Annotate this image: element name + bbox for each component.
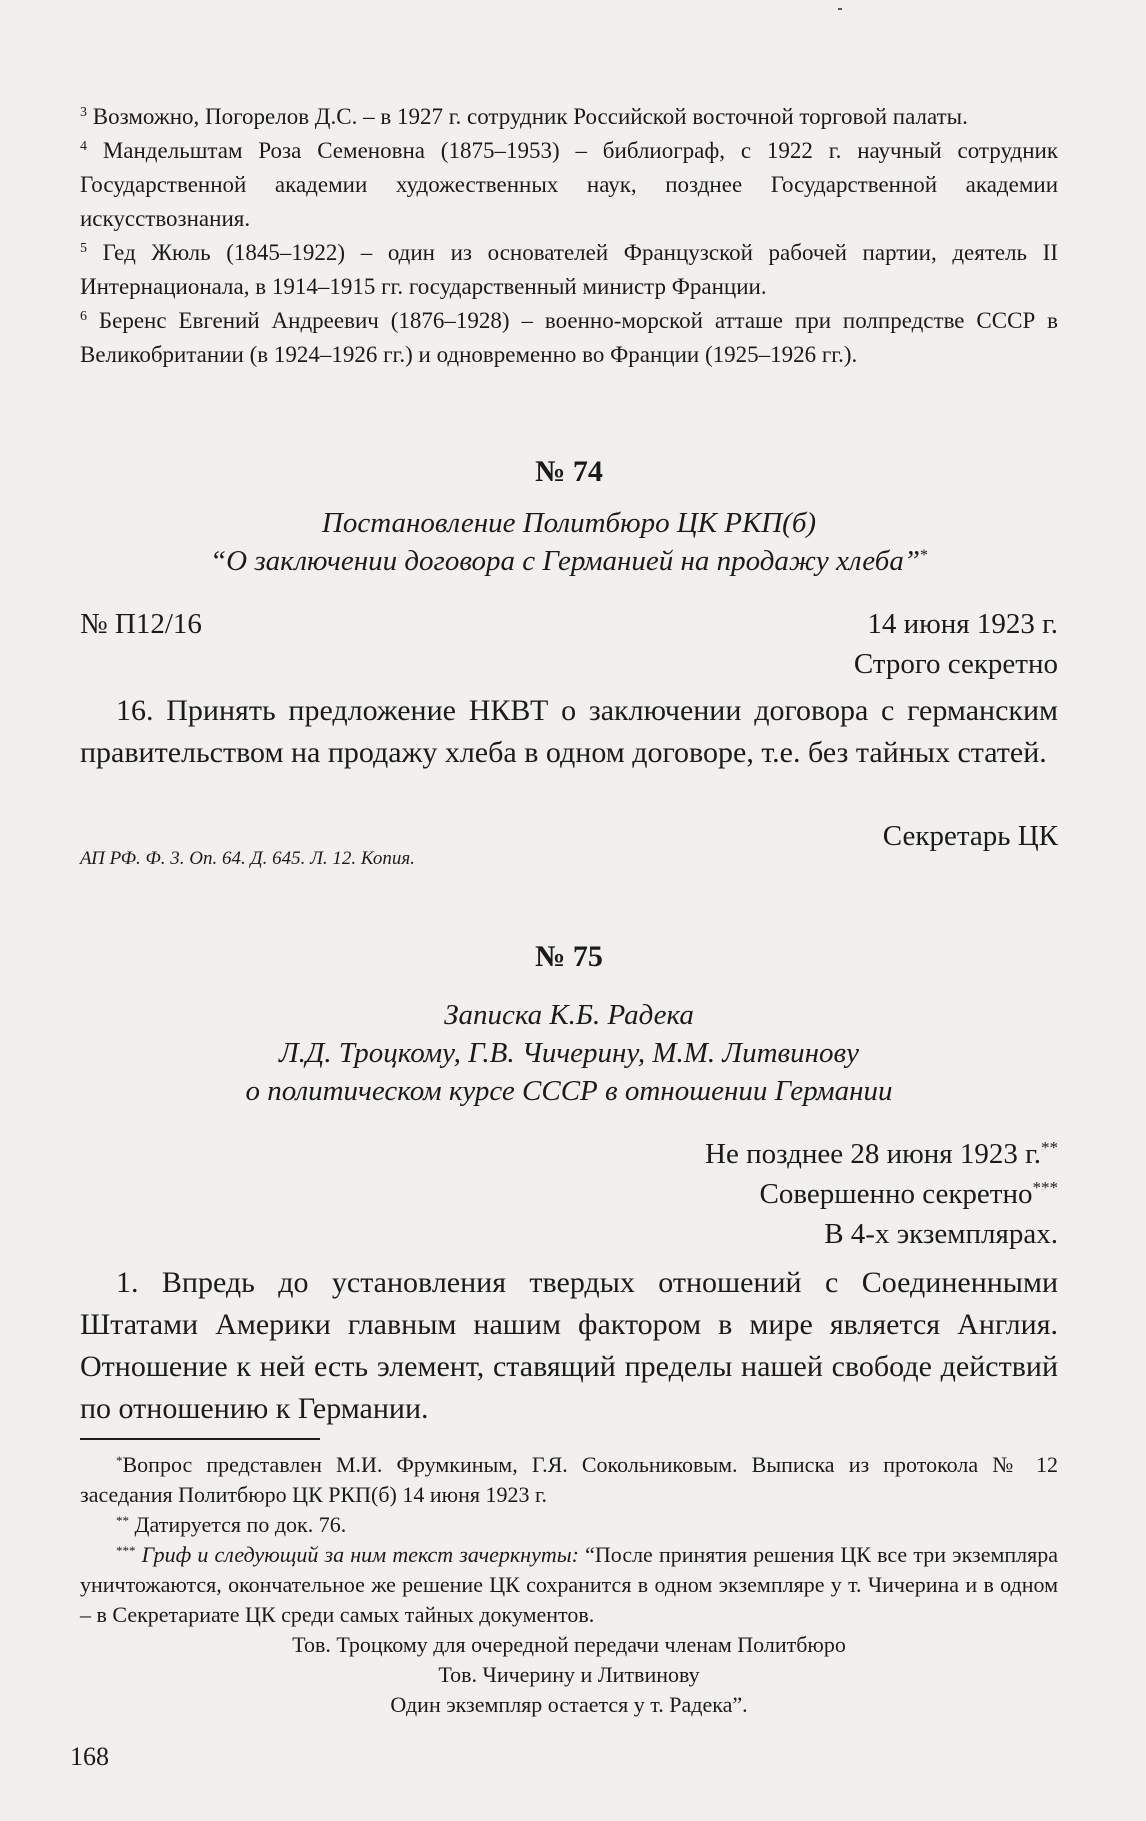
footnote-quote-line1: Тов. Троцкому для очередной передачи членам Политбюро (292, 1632, 846, 1657)
doc75-body: 1. Впредь до установления твердых отношений с Соединенными Штатами Америки главным нашим фактором в мире является Англия. Отношение к ней есть элемент, ставящий пределы нашей свободе действий по отношению к Германии. (80, 1266, 1058, 1425)
doc75-title-line1: Записка К.Б. Радека (444, 999, 694, 1031)
page-number: 168 (70, 1742, 109, 1771)
footnote-star1: *Вопрос представлен М.И. Фрумкиным, Г.Я. Сокольниковым. Выписка из протокола № 12 заседания Политбюро ЦК РКП(б) 14 июня 1923 г. (80, 1452, 1058, 1507)
doc75-number: № 75 (535, 940, 603, 973)
doc74-number: № 74 (535, 455, 603, 488)
doc74-archive-ref: АП РФ. Ф. 3. Оп. 64. Д. 645. Л. 12. Копия. (80, 848, 415, 869)
footnote-divider (80, 1438, 320, 1440)
footnotes-bottom (80, 1450, 1058, 1630)
footnote-4: $^4$ Мандельштам Роза Семеновна (1875–1953) – библиограф, с 1922 г. научный сотрудник Государственной академии художественных наук, позднее Государственной академии искусствознания. (80, 138, 1058, 231)
footnote-quote-line2: Тов. Чичерину и Литвинову (438, 1662, 700, 1687)
doc74-signature: Секретарь ЦК (882, 820, 1058, 852)
scan-speck (838, 8, 842, 10)
footnote-star2: ** Датируется по док. 76. (116, 1512, 347, 1537)
footnote-6: $^6$ Беренс Евгений Андреевич (1876–1928) – военно-морской атташе при полпредстве СССР в Великобритании (в 1924–1926 гг.) и одновременно во Франции (1925–1926 гг.). (80, 308, 1059, 367)
doc75-copies: В 4-х экземплярах. (824, 1218, 1058, 1250)
doc74-ref: № П12/16 (80, 608, 202, 640)
doc75-secrecy: Совершенно секретно*** (759, 1178, 1058, 1210)
doc74-date: 14 июня 1923 г. (867, 608, 1058, 640)
footnote-5: $^5$ Гед Жюль (1845–1922) – один из основателей Французской рабочей партии, деятель II Интернационала, в 1914–1915 гг. государственный министр Франции. (80, 240, 1058, 299)
footnote-3: $^3$ Возможно, Погорелов Д.С. – в 1927 г. сотрудник Российской восточной торговой палаты. (80, 104, 968, 129)
doc74-body: 16. Принять предложение НКВТ о заключении договора с германским правительством на продажу хлеба в одном договоре, т.е. без тайных статей. (80, 694, 1058, 769)
doc75-title-line2: Л.Д. Троцкому, Г.В. Чичерину, М.М. Литвинову (279, 1037, 859, 1069)
doc74-title-line2: “О заключении договора с Германией на продажу хлеба”* (210, 545, 928, 577)
doc75-title-line3: о политическом курсе СССР в отношении Германии (245, 1075, 893, 1107)
footnotes-top (80, 100, 1058, 372)
doc74-title-line1: Постановление Политбюро ЦК РКП(б) (321, 507, 817, 539)
doc74-secrecy: Строго секретно (853, 648, 1058, 680)
doc75-date: Не позднее 28 июня 1923 г.** (705, 1138, 1058, 1170)
doc74-ref-row (80, 604, 1058, 644)
footnote-quote-line3: Один экземпляр остается у т. Радека”. (390, 1692, 748, 1717)
footnote-star3: *** Гриф и следующий за ним текст зачеркнуты: “После принятия решения ЦК все три экземпляра уничтожаются, окончательное же решение ЦК сохранится в одном экземпляре у т. Чичерина и в одном – в Секретариате ЦК среди самых тайных документов. (80, 1542, 1059, 1627)
